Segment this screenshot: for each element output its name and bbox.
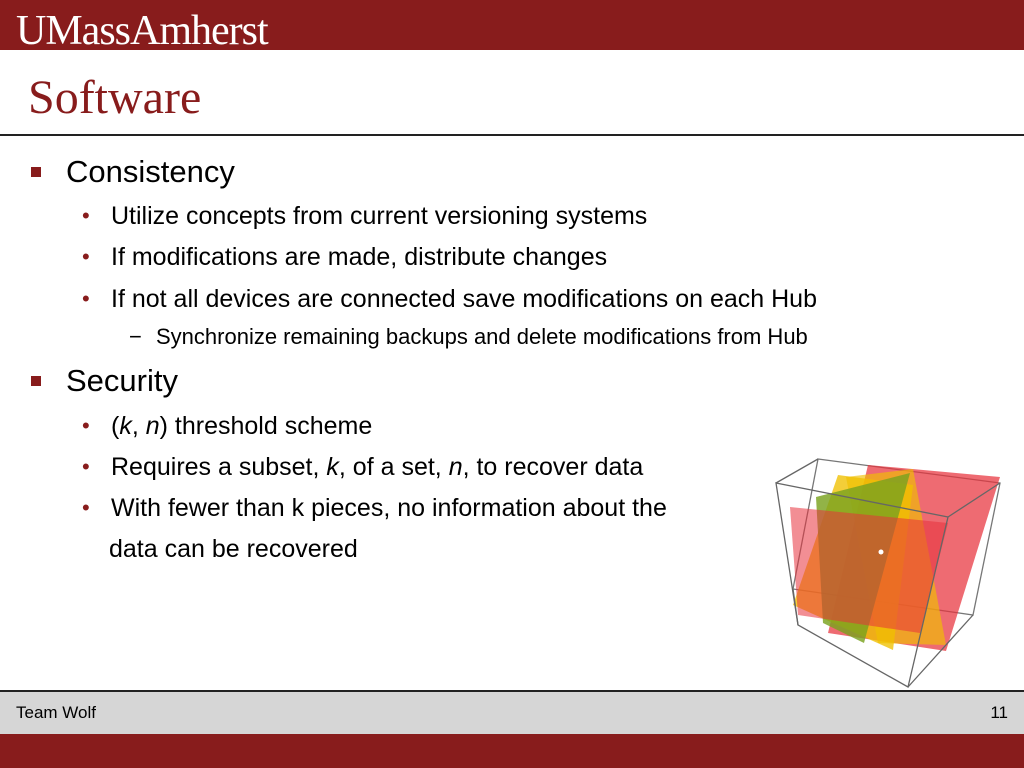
slide-title: Software [28,71,202,124]
bullet-hub: If not all devices are connected save modifications on each Hub [111,285,817,313]
bullet-dot-icon: • [82,203,90,228]
dash-bullet-icon: − [129,324,142,349]
bullet-versioning: Utilize concepts from current versioning systems [111,202,648,230]
heading-security: Security [66,363,178,398]
intersection-point-icon [879,550,884,555]
title-divider [0,134,1024,136]
footer-team-name: Team Wolf [16,703,96,722]
bottom-bar [0,734,1024,768]
red-plane-front-shape [790,507,948,633]
sub-bullet-synchronize: Synchronize remaining backups and delete modifications from Hub [156,324,808,349]
heading-consistency: Consistency [66,154,235,189]
bullet-subset: Requires a subset, k, of a set, n, to recover data [111,453,644,481]
bullet-threshold: (k, n) threshold scheme [111,412,373,440]
bullet-distribute: If modifications are made, distribute changes [111,243,608,271]
header-bar [0,0,1024,54]
bullet-fewer-pieces-continued: data can be recovered [109,535,358,563]
threshold-planes-cube-illustration [768,455,1008,691]
bullet-fewer-pieces: With fewer than k pieces, no information about the [111,494,667,522]
square-bullet-icon [31,376,41,386]
bullet-dot-icon: • [82,244,90,269]
bullet-dot-icon: • [82,454,90,479]
footer-bar [0,692,1024,734]
bullet-dot-icon: • [82,286,90,311]
bullet-dot-icon: • [82,495,90,520]
square-bullet-icon [31,167,41,177]
slide-page-number: 11 [990,703,1008,722]
brand-logo: UMassAmherst [16,8,268,54]
bullet-dot-icon: • [82,413,90,438]
